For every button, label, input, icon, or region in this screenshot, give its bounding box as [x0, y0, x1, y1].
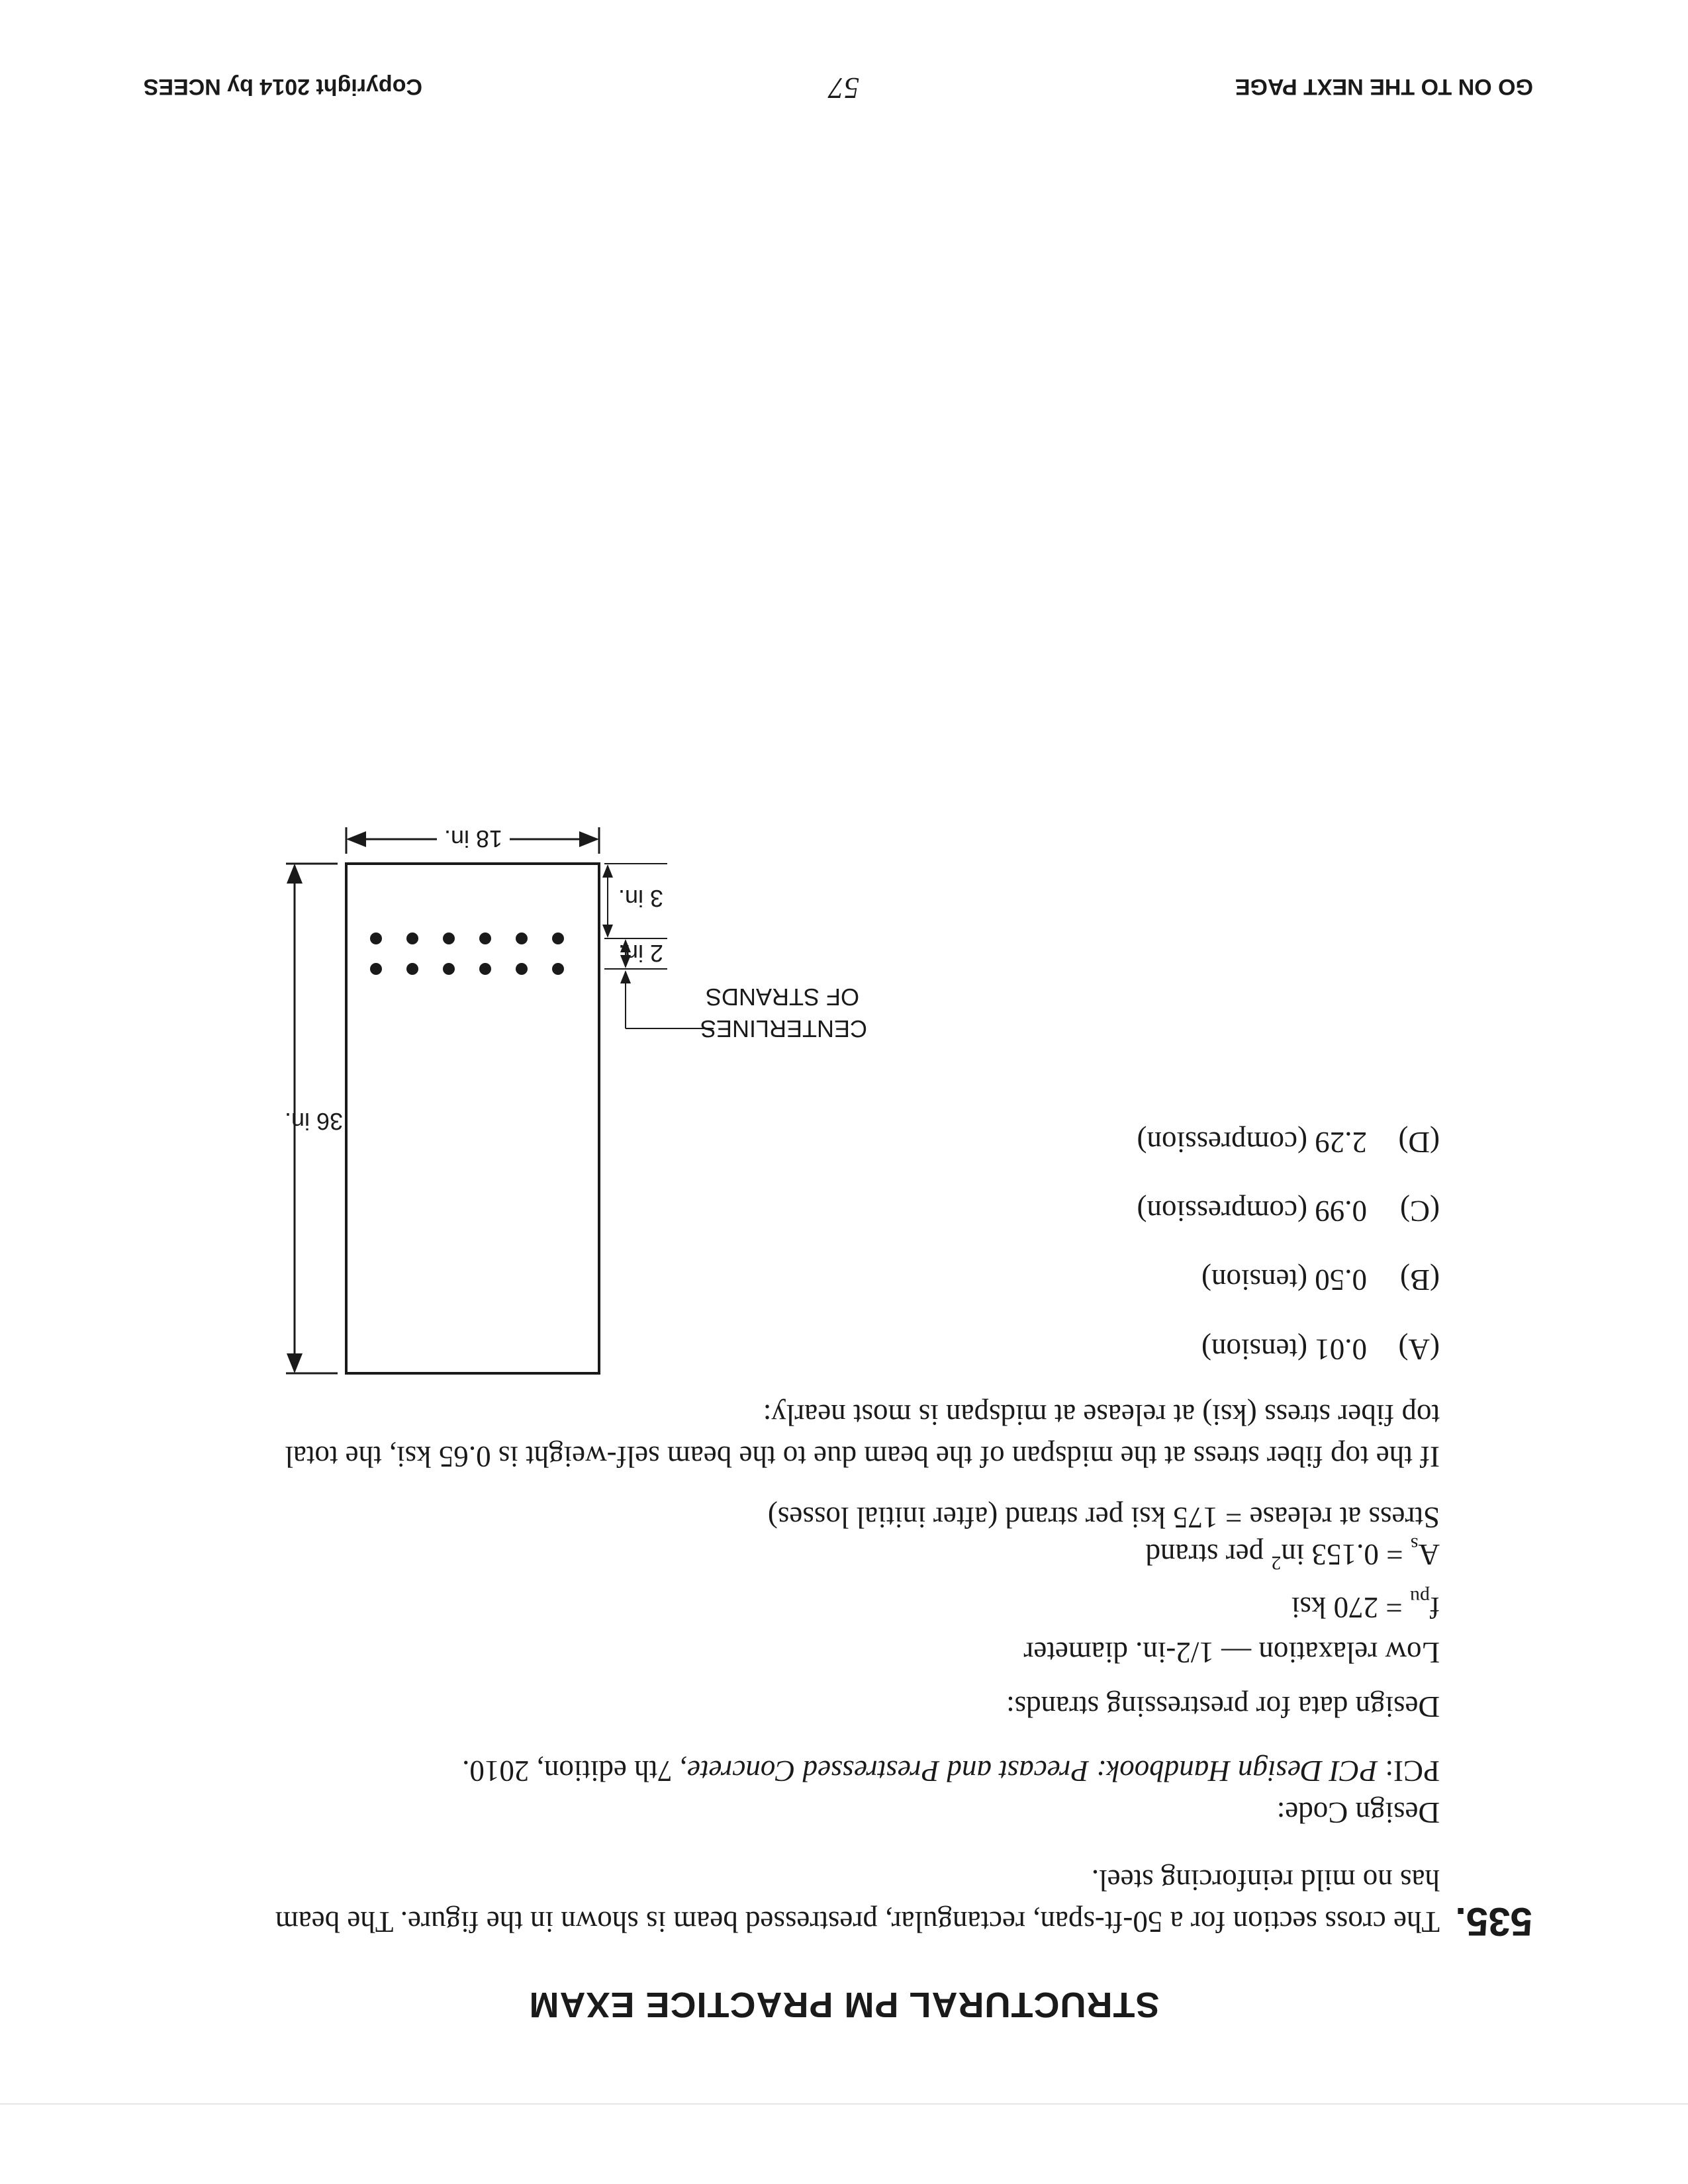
bottom-cover-label: 3 in.: [618, 885, 663, 912]
strand-dot: [370, 933, 382, 944]
strand-dots: [370, 933, 564, 975]
fpu-value: = 270 ksi: [1291, 1591, 1410, 1624]
design-code-suffix: 7th edition, 2010.: [462, 1754, 680, 1788]
choice-text: 0.99 (compression): [1137, 1195, 1367, 1228]
page-title: STRUCTURAL PM PRACTICE EXAM: [528, 1985, 1160, 2025]
fpu-subscript: pu: [1410, 1586, 1430, 1608]
as-value: = 0.153 in: [1281, 1538, 1411, 1571]
strand-dot: [516, 933, 528, 944]
stress-release: Stress at release = 175 ksi per strand (after initial losses): [767, 1501, 1440, 1534]
design-code-label: Design Code:: [1276, 1796, 1440, 1829]
strand-dot: [406, 963, 418, 975]
choice-text: 0.50 (tension): [1201, 1263, 1367, 1297]
choice-label: (D): [1398, 1126, 1440, 1159]
question-prompt-line-1: If the top fiber stress at the midspan of the beam due to the beam self-weight is 0.65 ksi, the total: [285, 1440, 1440, 1473]
as-subscript: s: [1410, 1533, 1419, 1555]
as-suffix: per strand: [1145, 1538, 1272, 1571]
footer-copyright: Copyright 2014 by NCEES: [143, 74, 422, 99]
strand-dot: [406, 933, 418, 944]
strand-dot: [552, 963, 564, 975]
strand-spacing-label: 2 in.: [618, 940, 663, 967]
choice-label: (C): [1400, 1195, 1440, 1228]
strand-dot: [552, 933, 564, 944]
as-symbol: A: [1418, 1538, 1440, 1571]
strand-dot: [479, 933, 491, 944]
fpu-symbol: f: [1430, 1591, 1440, 1624]
footer-continue: GO ON TO THE NEXT PAGE: [1235, 74, 1533, 99]
page-number: 57: [829, 71, 859, 105]
strand-dot: [443, 933, 455, 944]
choice-label: (A): [1398, 1333, 1440, 1366]
strand-dot: [370, 963, 382, 975]
strand-type: Low relaxation — 1/2-in. diameter: [1023, 1636, 1440, 1669]
strand-dot: [516, 963, 528, 975]
centerlines-label-2: OF STRANDS: [705, 983, 859, 1011]
strand-dot: [479, 963, 491, 975]
design-code-prefix: PCI:: [1378, 1754, 1440, 1788]
height-dimension-label: 36 in.: [285, 1108, 344, 1135]
question-intro-line-2: has no mild reinforcing steel.: [1091, 1864, 1440, 1897]
choice-text: 2.29 (compression): [1137, 1126, 1367, 1159]
question-intro-line-1: The cross section for a 50-ft-span, rectangular, prestressed beam is shown in the figure. The beam: [275, 1905, 1440, 1938]
width-dimension-label: 18 in.: [444, 825, 503, 852]
choice-text: 0.01 (tension): [1201, 1333, 1367, 1366]
choice-label: (B): [1400, 1263, 1440, 1297]
question-prompt-line-2: top fiber stress (ksi) at release at midspan is most nearly:: [763, 1398, 1440, 1432]
strand-dot: [443, 963, 455, 975]
as-exponent: 2: [1271, 1552, 1282, 1574]
question-number: 535.: [1455, 1899, 1532, 1944]
design-data-label: Design data for prestressing strands:: [1006, 1690, 1440, 1723]
centerlines-label: CENTERLINES: [700, 1015, 867, 1042]
design-code-title: PCI Design Handbook: Precast and Prestressed Concrete,: [679, 1754, 1378, 1788]
